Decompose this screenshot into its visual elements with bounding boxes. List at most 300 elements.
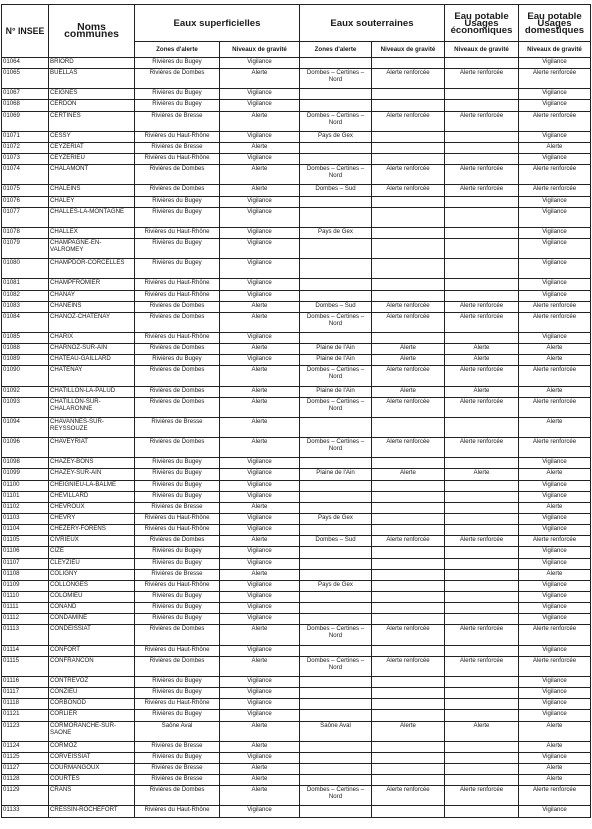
cell-dom-niveau: Alerte renforcée bbox=[519, 312, 591, 332]
cell-insee: 01113 bbox=[2, 625, 49, 645]
cell-sup-zone: Rivières du Bugey bbox=[135, 547, 220, 558]
table-row bbox=[2, 625, 591, 645]
cell-insee: 01064 bbox=[2, 58, 49, 69]
cell-eco-niveau bbox=[445, 279, 519, 290]
cell-commune: CORBONOD bbox=[49, 699, 135, 710]
cell-eco-niveau bbox=[445, 227, 519, 238]
cell-sup-zone: Rivières du Bugey bbox=[135, 676, 220, 687]
cell-insee: 01085 bbox=[2, 333, 49, 344]
cell-sout-niveau bbox=[372, 614, 445, 625]
cell-commune: CHEVRY bbox=[49, 514, 135, 525]
cell-sup-zone: Rivières du Bugey bbox=[135, 469, 220, 480]
cell-dom-niveau: Vigilance bbox=[519, 458, 591, 469]
cell-sout-zone: Saône Aval bbox=[300, 721, 372, 741]
cell-eco-niveau bbox=[445, 259, 519, 279]
cell-insee: 01072 bbox=[2, 142, 49, 153]
cell-insee: 01078 bbox=[2, 227, 49, 238]
cell-dom-niveau: Vigilance bbox=[519, 676, 591, 687]
cell-commune: CESSY bbox=[49, 131, 135, 142]
cell-sout-niveau bbox=[372, 741, 445, 752]
cell-dom-niveau: Vigilance bbox=[519, 154, 591, 165]
table-row bbox=[2, 469, 591, 480]
header-eaux-superficielles: Eaux superficielles bbox=[135, 5, 300, 42]
cell-commune: CHEIGNIEU-LA-BALME bbox=[49, 480, 135, 491]
cell-sup-niveau: Alerte bbox=[220, 741, 300, 752]
cell-sout-niveau: Alerte renforcée bbox=[372, 312, 445, 332]
cell-sup-niveau: Vigilance bbox=[220, 196, 300, 207]
cell-commune: CHAMPAGNE-EN-VALROMEY bbox=[49, 239, 135, 259]
cell-insee: 01111 bbox=[2, 603, 49, 614]
cell-sout-niveau: Alerte renforcée bbox=[372, 397, 445, 417]
cell-sout-niveau bbox=[372, 142, 445, 153]
cell-commune: CHALEINS bbox=[49, 185, 135, 196]
cell-commune: CORVEISSIAT bbox=[49, 752, 135, 763]
cell-sout-niveau: Alerte renforcée bbox=[372, 536, 445, 547]
table-row bbox=[2, 290, 591, 301]
cell-sup-niveau: Vigilance bbox=[220, 806, 300, 817]
cell-sup-zone: Rivières du Haut-Rhône bbox=[135, 806, 220, 817]
cell-sout-niveau: Alerte renforcée bbox=[372, 786, 445, 806]
cell-dom-niveau: Vigilance bbox=[519, 290, 591, 301]
cell-sup-niveau: Alerte bbox=[220, 775, 300, 786]
cell-sout-zone: Plaine de l'Ain bbox=[300, 386, 372, 397]
cell-dom-niveau: Alerte bbox=[519, 142, 591, 153]
cell-sout-niveau bbox=[372, 480, 445, 491]
header-row-main bbox=[2, 5, 591, 42]
cell-commune: CHALLEX bbox=[49, 227, 135, 238]
cell-eco-niveau: Alerte renforcée bbox=[445, 301, 519, 312]
cell-commune: CRESSIN-ROCHEFORT bbox=[49, 806, 135, 817]
cell-sup-niveau: Vigilance bbox=[220, 688, 300, 699]
cell-sup-niveau: Vigilance bbox=[220, 514, 300, 525]
cell-sup-niveau: Alerte bbox=[220, 625, 300, 645]
cell-insee: 01117 bbox=[2, 688, 49, 699]
cell-commune: CHEZERY-FORENS bbox=[49, 525, 135, 536]
table-row bbox=[2, 100, 591, 111]
cell-commune: CERDON bbox=[49, 100, 135, 111]
cell-dom-niveau: Alerte renforcée bbox=[519, 438, 591, 458]
table-row bbox=[2, 614, 591, 625]
table-row bbox=[2, 699, 591, 710]
cell-insee: 01069 bbox=[2, 111, 49, 131]
cell-sout-niveau: Alerte renforcée bbox=[372, 366, 445, 386]
cell-sout-zone bbox=[300, 417, 372, 437]
table-row bbox=[2, 525, 591, 536]
cell-sout-zone bbox=[300, 710, 372, 721]
table-row bbox=[2, 752, 591, 763]
cell-sup-niveau: Vigilance bbox=[220, 603, 300, 614]
table-row bbox=[2, 558, 591, 569]
cell-dom-niveau: Vigilance bbox=[519, 688, 591, 699]
cell-commune: CHEVROUX bbox=[49, 502, 135, 513]
cell-dom-niveau: Vigilance bbox=[519, 645, 591, 656]
cell-insee: 01073 bbox=[2, 154, 49, 165]
cell-eco-niveau bbox=[445, 688, 519, 699]
cell-sout-niveau: Alerte renforcée bbox=[372, 165, 445, 185]
cell-sup-niveau: Alerte bbox=[220, 301, 300, 312]
cell-dom-niveau: Alerte bbox=[519, 775, 591, 786]
cell-dom-niveau: Vigilance bbox=[519, 558, 591, 569]
cell-insee: 01112 bbox=[2, 614, 49, 625]
cell-eco-niveau bbox=[445, 547, 519, 558]
table-row bbox=[2, 592, 591, 603]
cell-dom-niveau: Vigilance bbox=[519, 514, 591, 525]
cell-sup-zone: Rivières de Bresse bbox=[135, 111, 220, 131]
cell-commune: CHAVEYRIAT bbox=[49, 438, 135, 458]
cell-sout-zone bbox=[300, 239, 372, 259]
cell-insee: 01065 bbox=[2, 69, 49, 89]
cell-sout-zone bbox=[300, 58, 372, 69]
cell-sout-zone bbox=[300, 569, 372, 580]
cell-eco-niveau bbox=[445, 502, 519, 513]
table-row bbox=[2, 763, 591, 774]
cell-sup-zone: Rivières du Bugey bbox=[135, 259, 220, 279]
cell-sup-niveau: Alerte bbox=[220, 185, 300, 196]
cell-sout-zone: Dombes – Sud bbox=[300, 185, 372, 196]
cell-eco-niveau bbox=[445, 480, 519, 491]
cell-sout-zone: Plaine de l'Ain bbox=[300, 344, 372, 355]
cell-sout-niveau bbox=[372, 688, 445, 699]
cell-sout-zone bbox=[300, 480, 372, 491]
header-insee: N° INSEE bbox=[2, 5, 49, 58]
cell-eco-niveau bbox=[445, 154, 519, 165]
cell-insee: 01124 bbox=[2, 741, 49, 752]
cell-eco-niveau: Alerte renforcée bbox=[445, 185, 519, 196]
cell-sup-niveau: Vigilance bbox=[220, 89, 300, 100]
cell-sup-niveau: Alerte bbox=[220, 656, 300, 676]
cell-commune: CONFORT bbox=[49, 645, 135, 656]
cell-sup-niveau: Alerte bbox=[220, 536, 300, 547]
cell-sout-niveau: Alerte renforcée bbox=[372, 185, 445, 196]
cell-sout-zone bbox=[300, 100, 372, 111]
cell-insee: 01109 bbox=[2, 580, 49, 591]
cell-eco-niveau bbox=[445, 514, 519, 525]
cell-sout-niveau bbox=[372, 333, 445, 344]
cell-sout-zone bbox=[300, 741, 372, 752]
cell-sout-niveau bbox=[372, 259, 445, 279]
table-row bbox=[2, 259, 591, 279]
table-row bbox=[2, 480, 591, 491]
cell-sup-niveau: Alerte bbox=[220, 111, 300, 131]
cell-eco-niveau: Alerte bbox=[445, 344, 519, 355]
table-row bbox=[2, 458, 591, 469]
cell-sup-niveau: Vigilance bbox=[220, 491, 300, 502]
cell-eco-niveau bbox=[445, 603, 519, 614]
cell-dom-niveau: Alerte renforcée bbox=[519, 185, 591, 196]
cell-sout-zone bbox=[300, 142, 372, 153]
cell-sout-zone bbox=[300, 688, 372, 699]
table-row bbox=[2, 312, 591, 332]
cell-eco-niveau bbox=[445, 142, 519, 153]
cell-sout-zone bbox=[300, 614, 372, 625]
cell-insee: 01100 bbox=[2, 480, 49, 491]
cell-commune: CHAZEY-SUR-AIN bbox=[49, 469, 135, 480]
cell-sup-niveau: Vigilance bbox=[220, 239, 300, 259]
cell-sout-zone: Pays de Gex bbox=[300, 514, 372, 525]
cell-commune: CONFRANCON bbox=[49, 656, 135, 676]
cell-eco-niveau bbox=[445, 614, 519, 625]
cell-eco-niveau: Alerte renforcée bbox=[445, 366, 519, 386]
table-row bbox=[2, 131, 591, 142]
cell-sup-zone: Rivières du Bugey bbox=[135, 491, 220, 502]
cell-sout-zone bbox=[300, 525, 372, 536]
cell-sup-zone: Rivières du Haut-Rhône bbox=[135, 514, 220, 525]
cell-sup-zone: Rivières du Bugey bbox=[135, 458, 220, 469]
table-row bbox=[2, 69, 591, 89]
cell-dom-niveau: Alerte renforcée bbox=[519, 366, 591, 386]
cell-sup-niveau: Alerte bbox=[220, 502, 300, 513]
cell-sup-zone: Rivières du Bugey bbox=[135, 480, 220, 491]
cell-insee: 01089 bbox=[2, 355, 49, 366]
cell-eco-niveau bbox=[445, 239, 519, 259]
cell-sout-zone bbox=[300, 558, 372, 569]
cell-eco-niveau: Alerte renforcée bbox=[445, 786, 519, 806]
cell-insee: 01079 bbox=[2, 239, 49, 259]
cell-sup-zone: Rivières de Dombes bbox=[135, 397, 220, 417]
cell-sup-niveau: Vigilance bbox=[220, 469, 300, 480]
cell-eco-niveau bbox=[445, 558, 519, 569]
cell-sout-zone: Dombes – Certines – Nord bbox=[300, 69, 372, 89]
cell-sup-zone: Rivières de Dombes bbox=[135, 366, 220, 386]
cell-eco-niveau: Alerte renforcée bbox=[445, 312, 519, 332]
cell-eco-niveau bbox=[445, 290, 519, 301]
cell-sup-niveau: Alerte bbox=[220, 786, 300, 806]
cell-sout-zone bbox=[300, 699, 372, 710]
cell-dom-niveau: Vigilance bbox=[519, 259, 591, 279]
cell-sup-niveau: Alerte bbox=[220, 142, 300, 153]
cell-insee: 01067 bbox=[2, 89, 49, 100]
cell-sup-niveau: Vigilance bbox=[220, 580, 300, 591]
cell-sup-niveau: Alerte bbox=[220, 165, 300, 185]
cell-dom-niveau: Vigilance bbox=[519, 710, 591, 721]
cell-sup-zone: Rivières de Dombes bbox=[135, 386, 220, 397]
cell-sup-zone: Rivières du Bugey bbox=[135, 239, 220, 259]
cell-sup-zone: Rivières du Bugey bbox=[135, 100, 220, 111]
cell-sout-zone bbox=[300, 502, 372, 513]
cell-commune: CHALEY bbox=[49, 196, 135, 207]
table-row bbox=[2, 806, 591, 817]
cell-sup-zone: Rivières de Bresse bbox=[135, 417, 220, 437]
cell-sout-niveau bbox=[372, 417, 445, 437]
header-sout-niveaux: Niveaux de gravité bbox=[372, 42, 445, 58]
cell-dom-niveau: Alerte renforcée bbox=[519, 625, 591, 645]
cell-commune: CHATEAU-GAILLARD bbox=[49, 355, 135, 366]
cell-sup-niveau: Vigilance bbox=[220, 614, 300, 625]
cell-eco-niveau bbox=[445, 752, 519, 763]
table-row bbox=[2, 58, 591, 69]
cell-commune: CHALAMONT bbox=[49, 165, 135, 185]
cell-eco-niveau bbox=[445, 131, 519, 142]
cell-dom-niveau: Vigilance bbox=[519, 580, 591, 591]
cell-sout-niveau bbox=[372, 227, 445, 238]
cell-sup-niveau: Vigilance bbox=[220, 100, 300, 111]
table-row bbox=[2, 207, 591, 227]
cell-commune: CONDEISSIAT bbox=[49, 625, 135, 645]
cell-sup-niveau: Vigilance bbox=[220, 227, 300, 238]
cell-sout-niveau bbox=[372, 502, 445, 513]
cell-insee: 01102 bbox=[2, 502, 49, 513]
cell-sout-zone: Dombes – Sud bbox=[300, 536, 372, 547]
cell-commune: CRANS bbox=[49, 786, 135, 806]
cell-insee: 01093 bbox=[2, 397, 49, 417]
cell-sout-zone bbox=[300, 259, 372, 279]
cell-sout-zone bbox=[300, 279, 372, 290]
cell-eco-niveau bbox=[445, 100, 519, 111]
cell-sout-niveau: Alerte renforcée bbox=[372, 69, 445, 89]
cell-eco-niveau: Alerte renforcée bbox=[445, 656, 519, 676]
cell-sout-zone bbox=[300, 290, 372, 301]
cell-sout-zone bbox=[300, 196, 372, 207]
cell-sup-zone: Rivières de Bresse bbox=[135, 569, 220, 580]
cell-sup-niveau: Vigilance bbox=[220, 547, 300, 558]
cell-dom-niveau: Vigilance bbox=[519, 491, 591, 502]
cell-commune: CHATILLON-SUR-CHALARONNE bbox=[49, 397, 135, 417]
cell-sup-zone: Rivières de Dombes bbox=[135, 786, 220, 806]
header-dom-niveaux: Niveaux de gravité bbox=[519, 42, 591, 58]
cell-commune: CORLIER bbox=[49, 710, 135, 721]
cell-sup-zone: Rivières du Bugey bbox=[135, 355, 220, 366]
cell-dom-niveau: Vigilance bbox=[519, 699, 591, 710]
cell-commune: CONAND bbox=[49, 603, 135, 614]
cell-dom-niveau: Alerte bbox=[519, 569, 591, 580]
cell-dom-niveau: Alerte bbox=[519, 417, 591, 437]
cell-sout-zone bbox=[300, 645, 372, 656]
cell-sup-niveau: Alerte bbox=[220, 417, 300, 437]
cell-sup-zone: Rivières du Bugey bbox=[135, 614, 220, 625]
cell-insee: 01094 bbox=[2, 417, 49, 437]
cell-sup-zone: Rivières du Haut-Rhône bbox=[135, 227, 220, 238]
cell-eco-niveau bbox=[445, 196, 519, 207]
cell-dom-niveau: Alerte bbox=[519, 469, 591, 480]
cell-commune: BUELLAS bbox=[49, 69, 135, 89]
cell-sup-niveau: Vigilance bbox=[220, 58, 300, 69]
cell-insee: 01096 bbox=[2, 438, 49, 458]
cell-dom-niveau: Vigilance bbox=[519, 239, 591, 259]
cell-sup-zone: Rivières du Bugey bbox=[135, 752, 220, 763]
cell-eco-niveau bbox=[445, 580, 519, 591]
cell-sout-zone bbox=[300, 763, 372, 774]
cell-commune: CHARNOZ-SUR-AIN bbox=[49, 344, 135, 355]
cell-eco-niveau: Alerte bbox=[445, 721, 519, 741]
cell-sout-zone: Dombes – Certines – Nord bbox=[300, 397, 372, 417]
table-row bbox=[2, 710, 591, 721]
cell-sup-zone: Rivières de Dombes bbox=[135, 185, 220, 196]
table-row bbox=[2, 366, 591, 386]
cell-commune: CHATENAY bbox=[49, 366, 135, 386]
cell-dom-niveau: Alerte renforcée bbox=[519, 397, 591, 417]
cell-commune: COLLONGES bbox=[49, 580, 135, 591]
table-row bbox=[2, 279, 591, 290]
cell-sup-zone: Rivières du Haut-Rhône bbox=[135, 699, 220, 710]
table-row bbox=[2, 721, 591, 741]
cell-eco-niveau bbox=[445, 763, 519, 774]
cell-sup-niveau: Alerte bbox=[220, 721, 300, 741]
cell-eco-niveau: Alerte renforcée bbox=[445, 111, 519, 131]
cell-sout-zone bbox=[300, 806, 372, 817]
cell-dom-niveau: Vigilance bbox=[519, 227, 591, 238]
cell-sout-niveau: Alerte renforcée bbox=[372, 301, 445, 312]
cell-sup-niveau: Alerte bbox=[220, 569, 300, 580]
cell-insee: 01116 bbox=[2, 676, 49, 687]
cell-eco-niveau bbox=[445, 806, 519, 817]
cell-sup-zone: Rivières de Bresse bbox=[135, 741, 220, 752]
cell-sup-niveau: Vigilance bbox=[220, 279, 300, 290]
cell-sup-niveau: Vigilance bbox=[220, 752, 300, 763]
cell-sup-niveau: Alerte bbox=[220, 312, 300, 332]
cell-eco-niveau: Alerte bbox=[445, 469, 519, 480]
cell-insee: 01075 bbox=[2, 185, 49, 196]
cell-eco-niveau: Alerte renforcée bbox=[445, 625, 519, 645]
cell-dom-niveau: Alerte bbox=[519, 386, 591, 397]
cell-commune: CHANOZ-CHATENAY bbox=[49, 312, 135, 332]
cell-sup-zone: Rivières du Bugey bbox=[135, 58, 220, 69]
cell-insee: 01128 bbox=[2, 775, 49, 786]
cell-eco-niveau: Alerte bbox=[445, 386, 519, 397]
cell-insee: 01101 bbox=[2, 491, 49, 502]
cell-sout-zone: Plaine de l'Ain bbox=[300, 469, 372, 480]
cell-sup-zone: Rivières du Haut-Rhône bbox=[135, 279, 220, 290]
cell-sout-niveau bbox=[372, 806, 445, 817]
table-row bbox=[2, 89, 591, 100]
cell-insee: 01076 bbox=[2, 196, 49, 207]
cell-sout-zone bbox=[300, 491, 372, 502]
cell-sout-niveau: Alerte renforcée bbox=[372, 111, 445, 131]
cell-sup-niveau: Vigilance bbox=[220, 592, 300, 603]
cell-sout-niveau bbox=[372, 592, 445, 603]
cell-insee: 01081 bbox=[2, 279, 49, 290]
table-row bbox=[2, 775, 591, 786]
table-row bbox=[2, 397, 591, 417]
table-row bbox=[2, 142, 591, 153]
table-row bbox=[2, 569, 591, 580]
cell-dom-niveau: Vigilance bbox=[519, 806, 591, 817]
header-sup-niveaux: Niveaux de gravité bbox=[220, 42, 300, 58]
cell-commune: CIVRIEUX bbox=[49, 536, 135, 547]
cell-insee: 01083 bbox=[2, 301, 49, 312]
cell-insee: 01108 bbox=[2, 569, 49, 580]
table-row bbox=[2, 786, 591, 806]
cell-eco-niveau bbox=[445, 333, 519, 344]
cell-eco-niveau: Alerte bbox=[445, 355, 519, 366]
cell-sup-niveau: Vigilance bbox=[220, 458, 300, 469]
cell-eco-niveau: Alerte renforcée bbox=[445, 165, 519, 185]
cell-eco-niveau bbox=[445, 699, 519, 710]
cell-sup-niveau: Vigilance bbox=[220, 207, 300, 227]
cell-eco-niveau bbox=[445, 592, 519, 603]
cell-sout-niveau bbox=[372, 514, 445, 525]
cell-sout-zone: Pays de Gex bbox=[300, 227, 372, 238]
table-row bbox=[2, 417, 591, 437]
cell-sup-niveau: Vigilance bbox=[220, 480, 300, 491]
cell-sout-niveau bbox=[372, 89, 445, 100]
cell-insee: 01099 bbox=[2, 469, 49, 480]
cell-sout-zone bbox=[300, 207, 372, 227]
cell-sout-niveau bbox=[372, 458, 445, 469]
table-row bbox=[2, 676, 591, 687]
table-row bbox=[2, 301, 591, 312]
cell-sout-niveau bbox=[372, 763, 445, 774]
cell-sout-niveau: Alerte renforcée bbox=[372, 438, 445, 458]
table-row bbox=[2, 688, 591, 699]
cell-dom-niveau: Vigilance bbox=[519, 614, 591, 625]
cell-sup-niveau: Alerte bbox=[220, 366, 300, 386]
cell-sup-niveau: Alerte bbox=[220, 69, 300, 89]
cell-eco-niveau: Alerte renforcée bbox=[445, 438, 519, 458]
cell-sup-zone: Rivières du Bugey bbox=[135, 89, 220, 100]
cell-sout-niveau bbox=[372, 207, 445, 227]
cell-eco-niveau bbox=[445, 58, 519, 69]
cell-sup-zone: Rivières de Dombes bbox=[135, 536, 220, 547]
